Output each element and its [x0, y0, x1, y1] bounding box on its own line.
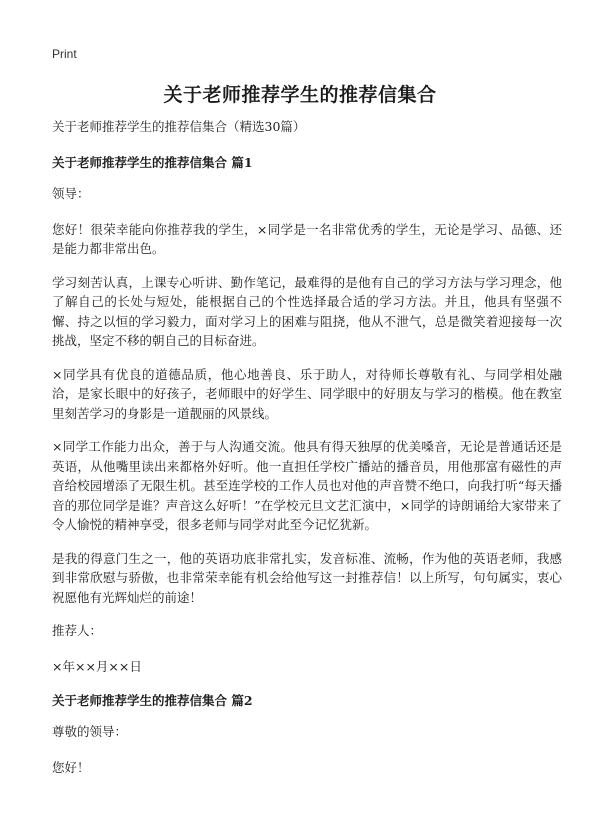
section-title: 关于老师推荐学生的推荐信集合 篇1	[52, 155, 253, 170]
section-1	[52, 154, 562, 676]
section-2	[52, 692, 562, 777]
paragraph: ×同学具有优良的道德品质，他心地善良、乐于助人，对待师长尊敬有礼、与同学相处融洽，是家长眼中的好孩子，老师眼中的好学生、同学眼中的好朋友与学习的楷模。他在教室里刻苦学习的身影是一道靓丽的风景线。	[52, 366, 562, 421]
paragraph: 您好！	[52, 759, 90, 775]
document-title: 关于老师推荐学生的推荐信集合	[163, 84, 437, 106]
paragraph: 学习刻苦认真，上课专心听讲、勤作笔记，最难得的是他有自己的学习方法与学习理念，他了解自己的长处与短处，能根据自己的个性选择最合适的学习方法。并且，他具有坚强不懈、持之以恒的学习毅力，面对学习上的困难与阻挠，他从不泄气，总是微笑着迎接每一次挑战，坚定不移的朝自己的目标奋进。	[52, 274, 562, 348]
paragraph: ×同学工作能力出众，善于与人沟通交流。他具有得天独厚的优美嗓音，无论是普通话还是英语，从他嘴里读出来都格外好听。他一直担任学校广播站的播音员，用他那富有磁性的声音给校园增添了无限生机。甚至连学校的工作人员也对他的声音赞不绝口，向我打听“每天播音的那位同学是谁？声音这么好听！”在学校元旦文艺汇演中，×同学的诗朗诵给大家带来了令人愉悦的精神享受，很多老师与同学对此至今记忆犹新。	[52, 439, 562, 532]
print-link[interactable]: Print	[52, 47, 77, 61]
date-line: ×年××月××日	[52, 658, 142, 674]
document-body	[52, 118, 562, 791]
signature-label: 推荐人：	[52, 623, 103, 638]
paragraph: 是我的得意门生之一，他的英语功底非常扎实，发音标准、流畅，作为他的英语老师，我感到非常欣慰与骄傲，也非常荣幸能有机会给他写这一封推荐信！以上所写，句句属实，衷心祝愿他有光辉灿烂的前途！	[52, 550, 562, 605]
salutation: 领导：	[52, 186, 90, 201]
section-title: 关于老师推荐学生的推荐信集合 篇2	[52, 693, 253, 708]
paragraph: 您好！很荣幸能向你推荐我的学生，×同学是一名非常优秀的学生，无论是学习、品德、还是能力都非常出色。	[52, 221, 562, 256]
document-subtitle: 关于老师推荐学生的推荐信集合（精选30篇）	[52, 119, 306, 134]
salutation: 尊敬的领导：	[52, 724, 128, 739]
